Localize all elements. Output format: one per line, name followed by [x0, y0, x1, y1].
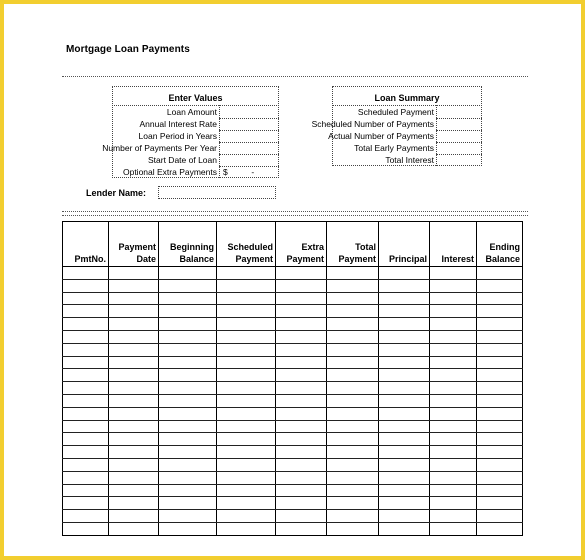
- table-cell[interactable]: [379, 433, 430, 446]
- table-cell[interactable]: [477, 407, 523, 420]
- table-cell[interactable]: [379, 471, 430, 484]
- table-cell[interactable]: [109, 394, 159, 407]
- table-cell[interactable]: [327, 522, 379, 535]
- table-cell[interactable]: [109, 279, 159, 292]
- table-cell[interactable]: [109, 484, 159, 497]
- table-cell[interactable]: [276, 382, 327, 395]
- table-cell[interactable]: [379, 394, 430, 407]
- enter-values-row-line: [219, 154, 279, 155]
- column-header-line1: Scheduled: [227, 242, 273, 252]
- table-cell[interactable]: [63, 484, 109, 497]
- table-cell[interactable]: [379, 369, 430, 382]
- table-row: [63, 484, 523, 497]
- table-cell[interactable]: [109, 305, 159, 318]
- table-cell[interactable]: [379, 279, 430, 292]
- loan-summary-heading: Loan Summary: [374, 93, 440, 103]
- enter-values-label: Loan Period in Years: [138, 131, 217, 141]
- table-cell[interactable]: [379, 510, 430, 523]
- table-cell[interactable]: [430, 497, 477, 510]
- table-cell[interactable]: [327, 305, 379, 318]
- column-header-line2: Interest: [441, 254, 474, 264]
- table-cell[interactable]: [109, 356, 159, 369]
- column-header: [63, 222, 109, 267]
- table-cell[interactable]: [477, 356, 523, 369]
- table-cell[interactable]: [327, 510, 379, 523]
- table-cell[interactable]: [109, 497, 159, 510]
- table-cell[interactable]: [276, 497, 327, 510]
- table-cell[interactable]: [477, 433, 523, 446]
- table-cell[interactable]: [430, 305, 477, 318]
- table-cell[interactable]: [430, 522, 477, 535]
- column-header-line2: Payment: [286, 254, 324, 264]
- table-cell[interactable]: [109, 420, 159, 433]
- table-cell[interactable]: [109, 510, 159, 523]
- table-cell[interactable]: [477, 382, 523, 395]
- table-cell[interactable]: [63, 420, 109, 433]
- table-cell[interactable]: [217, 343, 276, 356]
- table-cell[interactable]: [477, 292, 523, 305]
- column-header-line1: Total: [355, 242, 376, 252]
- column-header: [109, 222, 159, 267]
- table-cell[interactable]: [159, 292, 217, 305]
- table-row: [63, 343, 523, 356]
- column-header: [379, 222, 430, 267]
- page-title: Mortgage Loan Payments: [66, 44, 190, 55]
- table-cell[interactable]: [217, 484, 276, 497]
- table-cell[interactable]: [217, 369, 276, 382]
- loan-summary-col-divider: [436, 105, 437, 166]
- table-cell[interactable]: [430, 369, 477, 382]
- table-cell[interactable]: [63, 369, 109, 382]
- table-cell[interactable]: [430, 356, 477, 369]
- table-cell[interactable]: [217, 510, 276, 523]
- enter-values-heading: Enter Values: [168, 93, 223, 103]
- table-cell[interactable]: [276, 407, 327, 420]
- table-cell[interactable]: [327, 292, 379, 305]
- column-header: [430, 222, 477, 267]
- table-row: [63, 458, 523, 471]
- table-cell[interactable]: [379, 305, 430, 318]
- table-row: [63, 356, 523, 369]
- table-cell[interactable]: [217, 446, 276, 459]
- table-cell[interactable]: [217, 471, 276, 484]
- table-cell[interactable]: [63, 510, 109, 523]
- table-row: [63, 446, 523, 459]
- column-header-line1: [432, 241, 474, 253]
- table-cell[interactable]: [159, 522, 217, 535]
- table-cell[interactable]: [477, 394, 523, 407]
- table-cell[interactable]: [379, 497, 430, 510]
- column-header-line1: Extra: [301, 242, 324, 252]
- column-header-line2: Payment: [338, 254, 376, 264]
- table-cell[interactable]: [217, 407, 276, 420]
- table-cell[interactable]: [327, 433, 379, 446]
- table-cell[interactable]: [327, 318, 379, 331]
- table-cell[interactable]: [477, 318, 523, 331]
- table-cell[interactable]: [276, 292, 327, 305]
- table-row: [63, 305, 523, 318]
- table-cell[interactable]: [276, 510, 327, 523]
- table-cell[interactable]: [276, 471, 327, 484]
- table-row: [63, 420, 523, 433]
- table-cell[interactable]: [430, 458, 477, 471]
- table-row: [63, 292, 523, 305]
- table-cell[interactable]: [63, 522, 109, 535]
- table-cell[interactable]: [63, 382, 109, 395]
- table-cell[interactable]: [327, 458, 379, 471]
- table-cell[interactable]: [379, 522, 430, 535]
- table-cell[interactable]: [159, 420, 217, 433]
- column-header-line2: Date: [136, 254, 156, 264]
- table-cell[interactable]: [159, 267, 217, 280]
- table-cell[interactable]: [217, 356, 276, 369]
- table-cell[interactable]: [109, 292, 159, 305]
- table-cell[interactable]: [217, 267, 276, 280]
- table-cell[interactable]: [63, 279, 109, 292]
- table-cell[interactable]: [159, 510, 217, 523]
- table-row: [63, 522, 523, 535]
- table-cell[interactable]: [159, 458, 217, 471]
- table-row: [63, 471, 523, 484]
- table-cell[interactable]: [217, 305, 276, 318]
- table-cell[interactable]: [217, 394, 276, 407]
- table-cell[interactable]: [109, 330, 159, 343]
- table-cell[interactable]: [109, 407, 159, 420]
- column-header-line2: Payment: [235, 254, 273, 264]
- table-cell[interactable]: [109, 343, 159, 356]
- loan-summary-label: Actual Number of Payments: [328, 131, 434, 141]
- payment-schedule-table: [62, 221, 523, 536]
- table-cell[interactable]: [109, 267, 159, 280]
- table-cell[interactable]: [327, 407, 379, 420]
- loan-summary-label: Total Interest: [385, 155, 434, 165]
- table-cell[interactable]: [327, 356, 379, 369]
- table-row: [63, 318, 523, 331]
- table-cell[interactable]: [327, 267, 379, 280]
- table-cell[interactable]: [327, 394, 379, 407]
- table-cell[interactable]: [327, 471, 379, 484]
- table-cell[interactable]: [63, 343, 109, 356]
- table-cell[interactable]: [63, 446, 109, 459]
- enter-values-row-line: [219, 130, 279, 131]
- table-cell[interactable]: [159, 497, 217, 510]
- table-cell[interactable]: [477, 330, 523, 343]
- table-cell[interactable]: [109, 471, 159, 484]
- table-cell[interactable]: [217, 433, 276, 446]
- table-cell[interactable]: [217, 382, 276, 395]
- table-cell[interactable]: [63, 267, 109, 280]
- table-cell[interactable]: [430, 407, 477, 420]
- table-cell[interactable]: [63, 292, 109, 305]
- column-header-line1: [65, 241, 106, 253]
- table-cell[interactable]: [430, 382, 477, 395]
- table-cell[interactable]: [430, 318, 477, 331]
- table-cell[interactable]: [63, 330, 109, 343]
- lender-name-label: Lender Name:: [86, 188, 147, 198]
- column-header: [159, 222, 217, 267]
- table-cell[interactable]: [430, 292, 477, 305]
- table-cell[interactable]: [327, 279, 379, 292]
- table-row: [63, 369, 523, 382]
- table-cell[interactable]: [379, 356, 430, 369]
- table-cell[interactable]: [63, 458, 109, 471]
- table-cell[interactable]: [276, 394, 327, 407]
- enter-values-row-line: [219, 142, 279, 143]
- column-header: [477, 222, 523, 267]
- table-cell[interactable]: [477, 420, 523, 433]
- divider-mid-1: [62, 211, 528, 212]
- table-cell[interactable]: [109, 458, 159, 471]
- table-cell[interactable]: [276, 433, 327, 446]
- table-cell[interactable]: [327, 420, 379, 433]
- table-cell[interactable]: [276, 458, 327, 471]
- table-cell[interactable]: [477, 471, 523, 484]
- table-cell[interactable]: [276, 343, 327, 356]
- loan-summary-label: Total Early Payments: [354, 143, 434, 153]
- table-cell[interactable]: [217, 292, 276, 305]
- table-cell[interactable]: [379, 484, 430, 497]
- table-cell[interactable]: [159, 343, 217, 356]
- table-cell[interactable]: [276, 369, 327, 382]
- table-cell[interactable]: [477, 369, 523, 382]
- loan-summary-row-line: [436, 154, 482, 155]
- table-cell[interactable]: [430, 394, 477, 407]
- table-cell[interactable]: [217, 330, 276, 343]
- table-cell[interactable]: [217, 279, 276, 292]
- table-row: [63, 407, 523, 420]
- table-cell[interactable]: [379, 420, 430, 433]
- table-cell[interactable]: [159, 356, 217, 369]
- column-header-line1: Ending: [489, 242, 520, 252]
- table-cell[interactable]: [109, 522, 159, 535]
- table-cell[interactable]: [63, 471, 109, 484]
- column-header: [217, 222, 276, 267]
- table-cell[interactable]: [276, 330, 327, 343]
- table-cell[interactable]: [477, 305, 523, 318]
- table-cell[interactable]: [217, 420, 276, 433]
- table-cell[interactable]: [63, 433, 109, 446]
- table-cell[interactable]: [63, 497, 109, 510]
- table-cell[interactable]: [159, 305, 217, 318]
- table-cell[interactable]: [159, 330, 217, 343]
- table-cell[interactable]: [477, 343, 523, 356]
- divider-top: [62, 76, 528, 77]
- table-cell[interactable]: [477, 446, 523, 459]
- table-cell[interactable]: [276, 305, 327, 318]
- table-cell[interactable]: [430, 446, 477, 459]
- table-cell[interactable]: [327, 369, 379, 382]
- column-header-line2: PmtNo.: [74, 254, 106, 264]
- table-cell[interactable]: [477, 484, 523, 497]
- enter-values-label: Start Date of Loan: [148, 155, 217, 165]
- table-cell[interactable]: [379, 382, 430, 395]
- table-row: [63, 510, 523, 523]
- table-cell[interactable]: [477, 522, 523, 535]
- table-cell[interactable]: [327, 446, 379, 459]
- table-cell[interactable]: [159, 471, 217, 484]
- table-cell[interactable]: [217, 458, 276, 471]
- column-header-line2: Balance: [485, 254, 520, 264]
- table-cell[interactable]: [477, 510, 523, 523]
- table-cell[interactable]: [477, 497, 523, 510]
- table-cell[interactable]: [159, 433, 217, 446]
- divider-mid-2: [62, 215, 528, 216]
- table-cell[interactable]: [430, 343, 477, 356]
- table-cell[interactable]: [159, 318, 217, 331]
- table-row: [63, 394, 523, 407]
- table-cell[interactable]: [109, 446, 159, 459]
- loan-summary-row-line: [436, 118, 482, 119]
- column-header-line2: Principal: [388, 254, 427, 264]
- column-header-line1: [381, 241, 427, 253]
- table-cell[interactable]: [217, 497, 276, 510]
- table-cell[interactable]: [430, 267, 477, 280]
- table-row: [63, 433, 523, 446]
- table-cell[interactable]: [430, 330, 477, 343]
- lender-name-field[interactable]: [158, 186, 276, 199]
- table-cell[interactable]: [276, 420, 327, 433]
- table-cell[interactable]: [379, 458, 430, 471]
- column-header-line2: Balance: [179, 254, 214, 264]
- table-cell[interactable]: [327, 382, 379, 395]
- table-cell[interactable]: [63, 407, 109, 420]
- table-cell[interactable]: [276, 267, 327, 280]
- table-cell[interactable]: [430, 433, 477, 446]
- table-cell[interactable]: [379, 318, 430, 331]
- table-cell[interactable]: [327, 330, 379, 343]
- table-cell[interactable]: [327, 484, 379, 497]
- enter-values-input[interactable]: $ -: [223, 167, 255, 177]
- table-cell[interactable]: [430, 510, 477, 523]
- table-cell[interactable]: [109, 318, 159, 331]
- table-cell[interactable]: [379, 267, 430, 280]
- table-cell[interactable]: [159, 407, 217, 420]
- table-cell[interactable]: [276, 484, 327, 497]
- table-cell[interactable]: [276, 356, 327, 369]
- table-cell[interactable]: [217, 522, 276, 535]
- table-cell[interactable]: [379, 446, 430, 459]
- table-cell[interactable]: [379, 330, 430, 343]
- table-cell[interactable]: [276, 318, 327, 331]
- table-cell[interactable]: [477, 279, 523, 292]
- table-cell[interactable]: [109, 433, 159, 446]
- table-cell[interactable]: [159, 382, 217, 395]
- table-cell[interactable]: [430, 279, 477, 292]
- table-cell[interactable]: [109, 382, 159, 395]
- table-cell[interactable]: [63, 394, 109, 407]
- table-cell[interactable]: [379, 407, 430, 420]
- table-cell[interactable]: [327, 497, 379, 510]
- column-header-line1: Payment: [118, 242, 156, 252]
- table-cell[interactable]: [379, 343, 430, 356]
- table-cell[interactable]: [430, 420, 477, 433]
- table-cell[interactable]: [276, 446, 327, 459]
- table-cell[interactable]: [159, 369, 217, 382]
- table-cell[interactable]: [63, 318, 109, 331]
- column-header: [327, 222, 379, 267]
- column-header-line1: Beginning: [170, 242, 214, 252]
- loan-summary-label: Scheduled Number of Payments: [311, 119, 434, 129]
- loan-summary-label: Scheduled Payment: [357, 107, 434, 117]
- table-cell[interactable]: [430, 484, 477, 497]
- enter-values-label: Loan Amount: [166, 107, 217, 117]
- enter-values-label: Annual Interest Rate: [139, 119, 217, 129]
- enter-values-label: Optional Extra Payments: [122, 167, 217, 177]
- column-header: [276, 222, 327, 267]
- table-row: [63, 330, 523, 343]
- table-cell[interactable]: [276, 279, 327, 292]
- table-cell[interactable]: [63, 356, 109, 369]
- table-cell[interactable]: [477, 267, 523, 280]
- enter-values-label: Number of Payments Per Year: [102, 143, 217, 153]
- table-row: [63, 279, 523, 292]
- loan-summary-row-line: [436, 130, 482, 131]
- table-cell[interactable]: [63, 305, 109, 318]
- table-cell[interactable]: [276, 522, 327, 535]
- table-cell[interactable]: [430, 471, 477, 484]
- table-cell[interactable]: [327, 343, 379, 356]
- table-row: [63, 267, 523, 280]
- table-cell[interactable]: [109, 369, 159, 382]
- enter-values-row-line: [219, 118, 279, 119]
- table-cell[interactable]: [159, 484, 217, 497]
- table-cell[interactable]: [217, 318, 276, 331]
- table-cell[interactable]: [159, 394, 217, 407]
- loan-summary-row-line: [436, 142, 482, 143]
- table-cell[interactable]: [159, 279, 217, 292]
- table-cell[interactable]: [477, 458, 523, 471]
- table-cell[interactable]: [159, 446, 217, 459]
- table-cell[interactable]: [379, 292, 430, 305]
- table-row: [63, 382, 523, 395]
- table-row: [63, 497, 523, 510]
